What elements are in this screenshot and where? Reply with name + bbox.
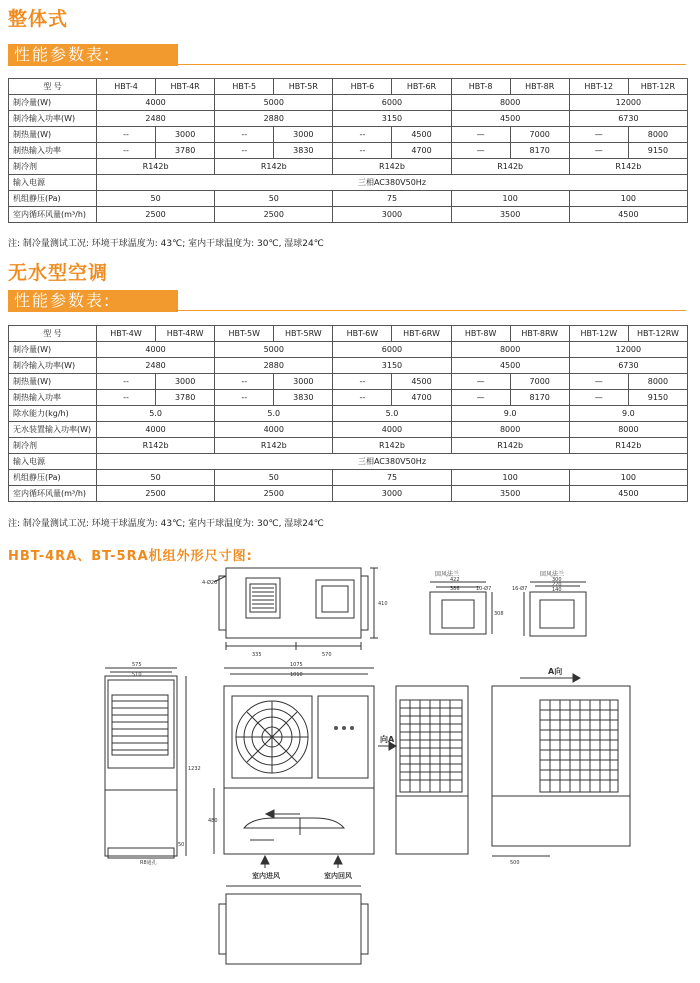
section1-band-line — [178, 64, 686, 65]
dim-410: 410 — [378, 601, 388, 607]
side-view-right-coil — [400, 700, 462, 792]
table-cell: — — [451, 390, 510, 406]
row-label: 输入电源 — [9, 454, 97, 470]
dim-308: 308 — [494, 611, 504, 617]
indoor-return-label: 室内回风 — [324, 872, 352, 880]
table-cell: R142b — [215, 438, 333, 454]
table-cell: 4500 — [392, 127, 451, 143]
table-row — [9, 326, 688, 342]
dim-480: 480 — [208, 818, 218, 824]
row-label: 制热量(W) — [9, 127, 97, 143]
header-cell: HBT-12R — [628, 79, 687, 95]
section1-band: 性能参数表: — [8, 44, 178, 66]
table-cell: R142b — [569, 159, 687, 175]
table-cell: R142b — [569, 438, 687, 454]
table-cell: -- — [97, 390, 156, 406]
table-cell: 3000 — [274, 374, 333, 390]
table-cell: -- — [97, 127, 156, 143]
table-cell: 8000 — [451, 422, 569, 438]
table-row — [9, 191, 688, 207]
row-label: 制冷量(W) — [9, 95, 97, 111]
table-cell: — — [569, 390, 628, 406]
table-cell: 9.0 — [451, 406, 569, 422]
table-cell: 9150 — [628, 143, 687, 159]
row-label: 输入电源 — [9, 175, 97, 191]
table-cell: 5000 — [215, 342, 333, 358]
table-cell: 12000 — [569, 342, 687, 358]
header-cell: HBT-6 — [333, 79, 392, 95]
table-row — [9, 406, 688, 422]
header-cell: HBT-4 — [97, 79, 156, 95]
table-row — [9, 111, 688, 127]
dim-10-7: 10-Ø7 — [476, 586, 492, 592]
side-view-right-outline — [396, 686, 468, 854]
row-label: 机组静压(Pa) — [9, 470, 97, 486]
table-cell: 3150 — [333, 111, 451, 127]
table-cell: 50 — [97, 470, 215, 486]
table-cell: 8000 — [569, 422, 687, 438]
table-cell: 4000 — [333, 422, 451, 438]
table-cell: 8170 — [510, 390, 569, 406]
dim-300: 300 — [552, 577, 562, 583]
table-cell: 4700 — [392, 143, 451, 159]
table-cell: R142b — [97, 159, 215, 175]
dim-510: 510 — [132, 672, 142, 678]
table-cell: 75 — [333, 191, 451, 207]
front-view-inlet-duct — [244, 818, 344, 828]
header-cell: HBT-6R — [392, 79, 451, 95]
top-view-return-inner — [322, 586, 348, 612]
table-cell: 3000 — [274, 127, 333, 143]
table-cell: 6730 — [569, 358, 687, 374]
table-cell: 3830 — [274, 390, 333, 406]
header-cell: HBT-5RW — [274, 326, 333, 342]
row-label: 制冷剂 — [9, 438, 97, 454]
header-cell: HBT-12 — [569, 79, 628, 95]
dim-1075: 1075 — [290, 662, 303, 668]
table-cell: 3830 — [274, 143, 333, 159]
table-cell: 4500 — [392, 374, 451, 390]
table-cell: 3000 — [333, 207, 451, 223]
table-cell: -- — [215, 127, 274, 143]
table-cell: 100 — [569, 470, 687, 486]
table-cell: 三相AC380V50Hz — [97, 454, 688, 470]
dim-500: 500 — [510, 860, 520, 866]
table-cell: R142b — [451, 159, 569, 175]
table-cell: 2500 — [97, 207, 215, 223]
header-cell: HBT-8R — [510, 79, 569, 95]
dim-hole: R8通孔 — [140, 860, 157, 866]
return-flange-label: 回风法兰 — [435, 571, 460, 578]
table-row — [9, 374, 688, 390]
table-cell: 5.0 — [215, 406, 333, 422]
table-cell: -- — [97, 374, 156, 390]
header-cell: 型 号 — [9, 79, 97, 95]
row-label: 机组静压(Pa) — [9, 191, 97, 207]
row-label: 制热量(W) — [9, 374, 97, 390]
table-cell: 8000 — [451, 342, 569, 358]
spec-table-1 — [8, 78, 688, 223]
table-cell: 三相AC380V50Hz — [97, 175, 688, 191]
a-view-label: A向 — [548, 667, 563, 676]
table-cell: 3500 — [451, 207, 569, 223]
table-cell: 3150 — [333, 358, 451, 374]
header-cell: HBT-12RW — [628, 326, 687, 342]
table-cell: — — [569, 127, 628, 143]
table-cell: 2500 — [215, 486, 333, 502]
table-cell: 75 — [333, 470, 451, 486]
table-cell: 2880 — [215, 358, 333, 374]
dim-16-7: 16-Ø7 — [512, 586, 528, 592]
table-cell: 4700 — [392, 390, 451, 406]
dim-570: 570 — [322, 652, 332, 658]
table-row — [9, 422, 688, 438]
row-label: 室内循环风量(m³/h) — [9, 486, 97, 502]
table-cell: — — [569, 374, 628, 390]
table-cell: 8000 — [628, 127, 687, 143]
row-label: 制热输入功率 — [9, 143, 97, 159]
table-cell: 4000 — [215, 422, 333, 438]
table-row — [9, 159, 688, 175]
table-cell: -- — [215, 374, 274, 390]
table-cell: 9.0 — [569, 406, 687, 422]
table-cell: 3500 — [451, 486, 569, 502]
table-cell: -- — [333, 390, 392, 406]
supply-flange-label: 回风法兰 — [540, 571, 565, 578]
dim-575: 575 — [132, 662, 142, 668]
table-row — [9, 207, 688, 223]
table-cell: 5000 — [215, 95, 333, 111]
row-label: 制冷剂 — [9, 159, 97, 175]
table-row — [9, 486, 688, 502]
table-cell: — — [569, 143, 628, 159]
table-cell: 2500 — [97, 486, 215, 502]
table-cell: R142b — [97, 438, 215, 454]
table-row — [9, 454, 688, 470]
table-cell: 9150 — [628, 390, 687, 406]
table-row — [9, 390, 688, 406]
table-cell: -- — [333, 374, 392, 390]
table-row — [9, 95, 688, 111]
table-cell: 5.0 — [97, 406, 215, 422]
table-cell: 3000 — [333, 486, 451, 502]
table-cell: — — [451, 143, 510, 159]
section2-note: 注: 制冷量测试工况: 环境干球温度为: 43℃; 室内干球温度为: 30℃, 湿球24℃ — [8, 519, 324, 529]
table-cell: 7000 — [510, 374, 569, 390]
a-direction-label: 向A — [380, 735, 395, 744]
table-cell: 12000 — [569, 95, 687, 111]
table-cell: 7000 — [510, 127, 569, 143]
header-cell: HBT-8W — [451, 326, 510, 342]
header-cell: HBT-8RW — [510, 326, 569, 342]
table-cell: 8170 — [510, 143, 569, 159]
table-cell: -- — [333, 127, 392, 143]
supply-flange-outline — [530, 592, 586, 636]
dim-335: 335 — [252, 652, 262, 658]
table-row — [9, 127, 688, 143]
table-cell: 6730 — [569, 111, 687, 127]
side-view-left-coil — [112, 695, 168, 755]
front-view-badge — [334, 726, 354, 730]
row-label: 制冷量(W) — [9, 342, 97, 358]
table-cell: 4000 — [97, 342, 215, 358]
table-cell: -- — [215, 143, 274, 159]
table-cell: R142b — [333, 438, 451, 454]
table-cell: 3000 — [156, 127, 215, 143]
dim-1010: 1010 — [290, 672, 303, 678]
table-cell: 4500 — [451, 111, 569, 127]
a-view-grille — [540, 700, 618, 792]
header-cell: HBT-6RW — [392, 326, 451, 342]
table-cell: 6000 — [333, 95, 451, 111]
header-cell: HBT-5R — [274, 79, 333, 95]
header-cell: HBT-8 — [451, 79, 510, 95]
table-cell: 4500 — [451, 358, 569, 374]
table-cell: 3780 — [156, 143, 215, 159]
table-cell: 50 — [97, 191, 215, 207]
section1-note: 注: 制冷量测试工况: 环境干球温度为: 43℃; 室内干球温度为: 30℃, 湿球24℃ — [8, 239, 324, 249]
table-cell: 4000 — [97, 422, 215, 438]
section1-title: 整体式 — [8, 8, 69, 30]
header-cell: 型 号 — [9, 326, 97, 342]
table-row — [9, 175, 688, 191]
dim-386: 386 — [450, 586, 460, 592]
table-cell: 50 — [215, 470, 333, 486]
dim-1232: 1232 — [188, 766, 201, 772]
table-cell: -- — [97, 143, 156, 159]
table-cell: 100 — [451, 470, 569, 486]
table-row — [9, 342, 688, 358]
row-label: 制冷输入功率(W) — [9, 111, 97, 127]
spec-table-2 — [8, 325, 688, 502]
dim-140: 140 — [552, 587, 562, 593]
table-cell: 3780 — [156, 390, 215, 406]
front-view-lower — [224, 788, 374, 854]
header-cell: HBT-5 — [215, 79, 274, 95]
header-cell: HBT-5W — [215, 326, 274, 342]
dim-270: 270 — [552, 582, 562, 588]
indoor-inlet-label: 室内进风 — [252, 872, 280, 880]
side-view-left-outline — [105, 676, 177, 856]
section2-band-line — [178, 310, 686, 311]
row-label: 室内循环风量(m³/h) — [9, 207, 97, 223]
drawing-title: HBT-4RA、BT-5RA机组外形尺寸图: — [8, 549, 253, 564]
table-cell: 4500 — [569, 207, 687, 223]
row-label: 制冷输入功率(W) — [9, 358, 97, 374]
header-cell: HBT-4RW — [156, 326, 215, 342]
return-flange-inner — [442, 600, 474, 628]
header-cell: HBT-6W — [333, 326, 392, 342]
top-view-flange-left — [219, 576, 226, 630]
dim-4-20: 4-Ø20 — [202, 580, 218, 586]
table-cell: — — [451, 374, 510, 390]
section2-title: 无水型空调 — [8, 262, 109, 284]
table-cell: 4500 — [569, 486, 687, 502]
table-cell: R142b — [451, 438, 569, 454]
table-row — [9, 143, 688, 159]
section2-band: 性能参数表: — [8, 290, 178, 312]
bottom-view-outline — [226, 894, 361, 964]
table-cell: R142b — [333, 159, 451, 175]
front-view-panel — [318, 696, 368, 778]
table-cell: -- — [333, 143, 392, 159]
table-cell: 4000 — [97, 95, 215, 111]
table-row — [9, 358, 688, 374]
table-cell: 2480 — [97, 358, 215, 374]
table-row — [9, 470, 688, 486]
table-cell: R142b — [215, 159, 333, 175]
row-label: 制热输入功率 — [9, 390, 97, 406]
table-cell: 100 — [451, 191, 569, 207]
dim-50: 50 — [178, 842, 185, 848]
header-cell: HBT-12W — [569, 326, 628, 342]
table-cell: 2880 — [215, 111, 333, 127]
row-label: 无水装置输入功率(W) — [9, 422, 97, 438]
row-label: 除水能力(kg/h) — [9, 406, 97, 422]
table-cell: 2480 — [97, 111, 215, 127]
table-cell: — — [451, 127, 510, 143]
table-cell: 50 — [215, 191, 333, 207]
supply-flange-inner — [540, 600, 574, 628]
header-cell: HBT-4R — [156, 79, 215, 95]
dimension-drawing — [0, 560, 700, 983]
dim-422: 422 — [450, 577, 460, 583]
table-cell: 8000 — [628, 374, 687, 390]
table-cell: 8000 — [451, 95, 569, 111]
table-row — [9, 79, 688, 95]
table-cell: 6000 — [333, 342, 451, 358]
table-cell: 2500 — [215, 207, 333, 223]
header-cell: HBT-4W — [97, 326, 156, 342]
table-cell: 5.0 — [333, 406, 451, 422]
top-view-flange-right — [361, 576, 368, 630]
table-cell: 3000 — [156, 374, 215, 390]
table-cell: 100 — [569, 191, 687, 207]
table-cell: -- — [215, 390, 274, 406]
table-row — [9, 438, 688, 454]
